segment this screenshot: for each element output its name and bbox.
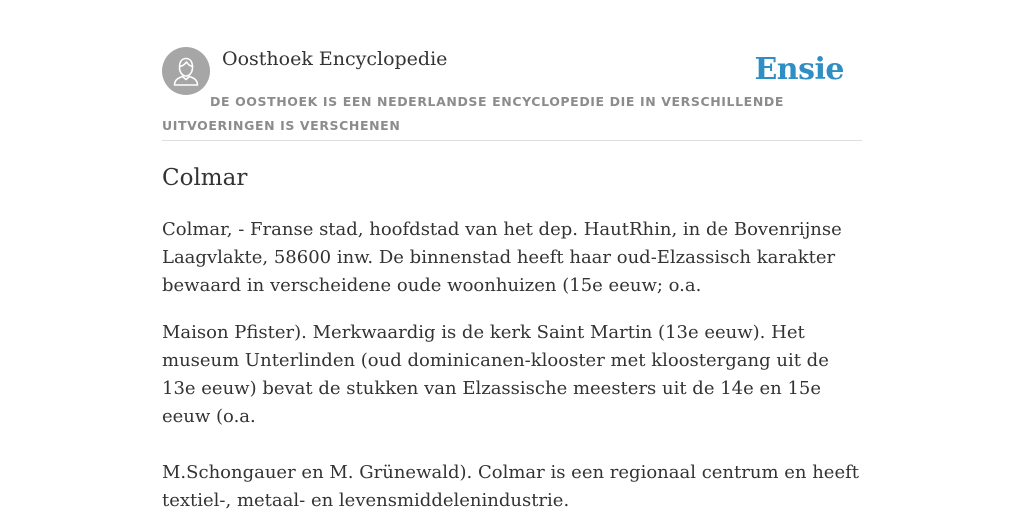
article-body (162, 216, 864, 512)
article-paragraph: M.Schongauer en M. Grünewald). Colmar is een regionaal centrum en heeft textiel-, metaal- en levensmiddelenindustrie. (162, 462, 859, 511)
source-header (162, 46, 862, 141)
article-title: Colmar (162, 165, 248, 191)
brand-logo[interactable]: Ensie (754, 52, 844, 87)
source-avatar[interactable] (162, 47, 210, 95)
source-description: DE OOSTHOEK IS EEN NEDERLANDSE ENCYCLOPEDIE DIE IN VERSCHILLENDE UITVOERINGEN IS VERSCHENEN (162, 94, 784, 133)
source-title[interactable]: Oosthoek Encyclopedie (222, 48, 448, 70)
article-paragraph: Maison Pfister). Merkwaardig is de kerk Saint Martin (13e eeuw). Het museum Unterlinden (oud dominicanen-klooster met kloostergang uit de 13e eeuw) bevat de stukken van Elzassische meesters uit de 14e en 15e eeuw (o.a. (162, 322, 829, 427)
article-paragraph: Colmar, - Franse stad, hoofdstad van het dep. HautRhin, in de Bovenrijnse Laagvlakte, 58600 inw. De binnenstad heeft haar oud-Elzassisch karakter bewaard in verscheidene oude woonhuizen (15e eeuw; o.a. (162, 219, 842, 296)
user-icon (162, 47, 210, 95)
